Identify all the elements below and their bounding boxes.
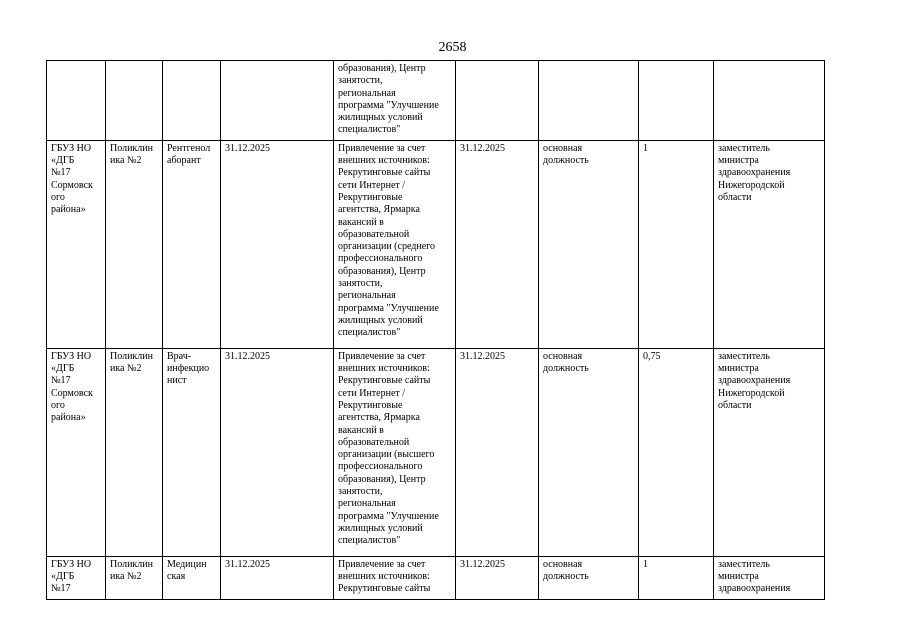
position-cell: Врач- инфекцио нист [163, 348, 221, 556]
responsible-cell [714, 61, 825, 141]
responsible-cell: заместитель министра здравоохранения [714, 556, 825, 599]
table-row [47, 140, 825, 348]
position-cell: Рентгенол аборант [163, 140, 221, 348]
unit-cell [106, 61, 163, 141]
measures-cell: образования), Центр занятости, региональная программа "Улучшение жилищных условий специалистов" [334, 61, 456, 141]
position-type-cell [539, 61, 639, 141]
table-row [47, 348, 825, 556]
organization-cell: ГБУЗ НО «ДГБ №17 Сормовск ого района» [47, 348, 106, 556]
position-type-cell: основная должность [539, 348, 639, 556]
deadline-cell: 31.12.2025 [456, 140, 539, 348]
deadline-cell: 31.12.2025 [456, 348, 539, 556]
position-type-cell: основная должность [539, 556, 639, 599]
position-type-cell: основная должность [539, 140, 639, 348]
date-cell: 31.12.2025 [221, 348, 334, 556]
unit-cell: Поликлин ика №2 [106, 140, 163, 348]
measures-cell: Привлечение за счет внешних источников: Рекрутинговые сайты [334, 556, 456, 599]
deadline-cell: 31.12.2025 [456, 556, 539, 599]
position-cell: Медицин ская [163, 556, 221, 599]
date-cell: 31.12.2025 [221, 556, 334, 599]
date-cell: 31.12.2025 [221, 140, 334, 348]
position-cell [163, 61, 221, 141]
deadline-cell [456, 61, 539, 141]
table-row [47, 61, 825, 141]
vacancy-table [46, 60, 825, 600]
page-number: 2658 [438, 40, 467, 55]
measures-cell: Привлечение за счет внешних источников: Рекрутинговые сайты сети Интернет / Рекрутинговые агентства, Ярмарка вакансий в образовательной организации (среднего профессионального образования), Центр занятости, региональная программа "Улучшение жилищных условий специалистов" [334, 140, 456, 348]
rate-cell: 0,75 [639, 348, 714, 556]
measures-cell: Привлечение за счет внешних источников: Рекрутинговые сайты сети Интернет / Рекрутинговые агентства, Ярмарка вакансий в образовательной организации (высшего профессионального образования), Центр занятости, региональная программа "Улучшение жилищных условий специалистов" [334, 348, 456, 556]
organization-cell [47, 61, 106, 141]
rate-cell: 1 [639, 556, 714, 599]
date-cell [221, 61, 334, 141]
unit-cell: Поликлин ика №2 [106, 556, 163, 599]
rate-cell [639, 61, 714, 141]
unit-cell: Поликлин ика №2 [106, 348, 163, 556]
table-row [47, 556, 825, 599]
responsible-cell: заместитель министра здравоохранения Нижегородской области [714, 348, 825, 556]
responsible-cell: заместитель министра здравоохранения Нижегородской области [714, 140, 825, 348]
organization-cell: ГБУЗ НО «ДГБ №17 Сормовск ого района» [47, 140, 106, 348]
organization-cell: ГБУЗ НО «ДГБ №17 [47, 556, 106, 599]
rate-cell: 1 [639, 140, 714, 348]
